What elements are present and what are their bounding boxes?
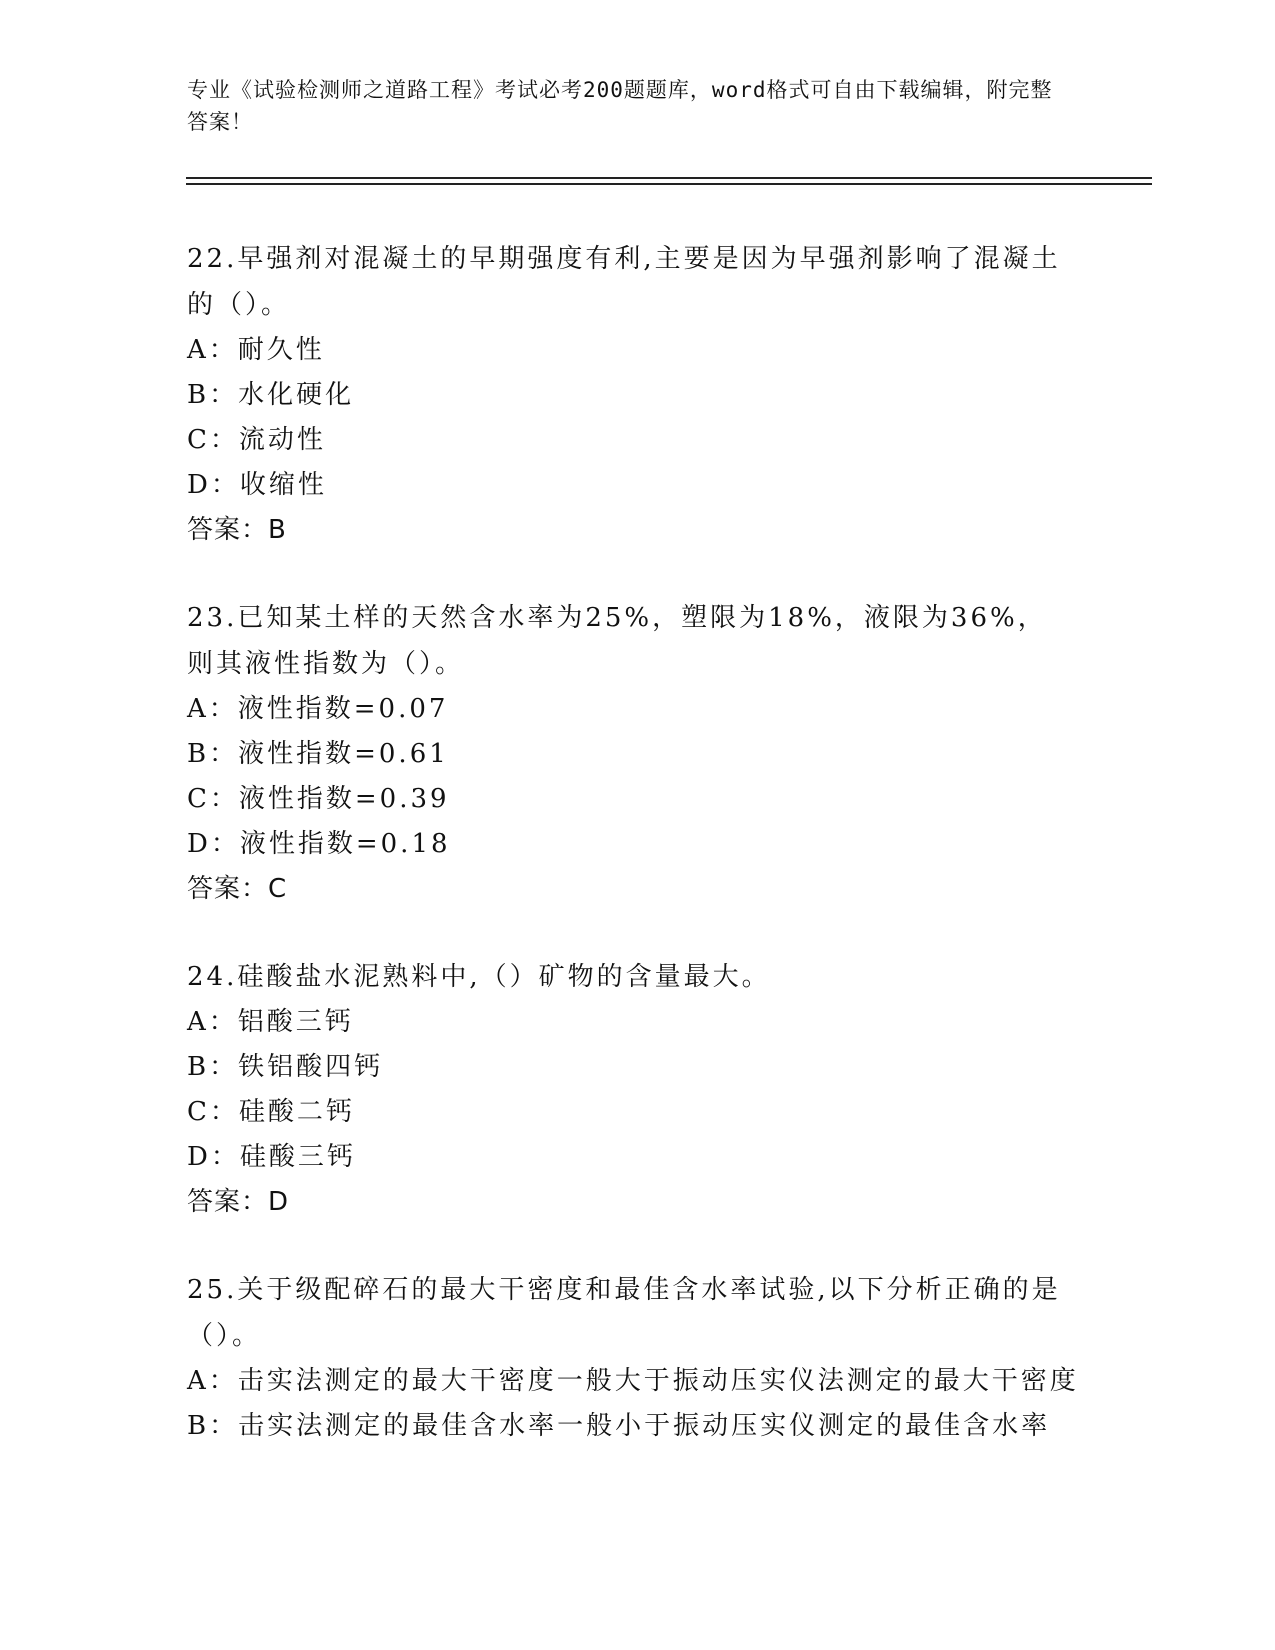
option-b: B：击实法测定的最佳含水率一般小于振动压实仪测定的最佳含水率 [187,1411,1051,1441]
option-c: C：液性指数=0.39 [187,784,450,814]
question-25 [187,1267,1087,1449]
option-b: B：液性指数=0.61 [187,739,449,769]
option-c: C：流动性 [187,425,326,455]
answer-line: 答案：C [187,874,288,904]
option-d: D：液性指数=0.18 [187,829,451,859]
option-b: B：铁铝酸四钙 [187,1052,384,1082]
answer-line: 答案：D [187,1187,290,1217]
question-23 [187,595,1087,912]
answer-line: 答案：B [187,515,287,545]
option-a: A：铝酸三钙 [187,1007,354,1037]
question-24 [187,954,1087,1225]
question-stem: 25.关于级配碎石的最大干密度和最佳含水率试验,以下分析正确的是（）。 [187,1275,1061,1351]
option-d: D：硅酸三钙 [187,1142,356,1172]
question-stem: 22.早强剂对混凝土的早期强度有利,主要是因为早强剂影响了混凝土的（）。 [187,244,1061,320]
option-a: A：液性指数=0.07 [187,694,449,724]
option-a: A：击实法测定的最大干密度一般大于振动压实仪法测定的最大干密度 [187,1366,1079,1396]
option-c: C：硅酸二钙 [187,1097,355,1127]
document-header: 专业《试验检测师之道路工程》考试必考200题题库，word格式可自由下载编辑，附完整答案！ [187,78,1053,134]
option-b: B：水化硬化 [187,380,355,410]
question-list [187,236,1087,1491]
question-stem: 24.硅酸盐水泥熟料中,（）矿物的含量最大。 [187,962,771,992]
header-divider-bottom [186,183,1152,185]
option-d: D：收缩性 [187,470,327,500]
question-22 [187,236,1087,553]
question-stem: 23.已知某土样的天然含水率为25%，塑限为18%，液限为36%，则其液性指数为（）。 [187,603,1047,679]
option-a: A：耐久性 [187,335,325,365]
header-divider-top [186,177,1152,179]
